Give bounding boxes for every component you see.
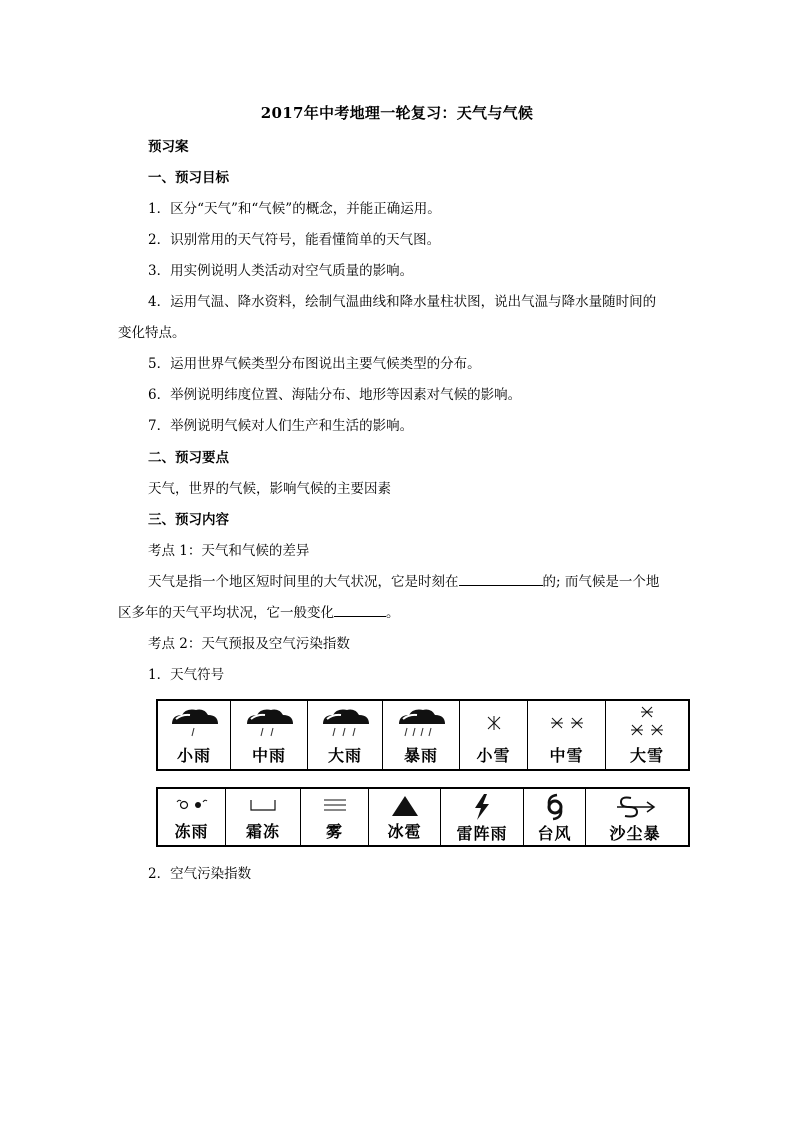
fog-icon: [317, 793, 353, 819]
symbol-cell: [158, 701, 231, 769]
section-preview: 预习案: [148, 139, 189, 155]
goal-item: 3．用实例说明人类活动对空气质量的影响。: [148, 263, 414, 279]
thunderstorm-icon: [464, 793, 500, 821]
symbol-cell: [606, 701, 688, 769]
rainstorm-icon: [391, 705, 451, 741]
goal-item: 1．区分“天气”和“气候”的概念，并能正确运用。: [148, 201, 441, 217]
moderate-rain-icon: [239, 705, 299, 741]
weather-symbols-table-1: [156, 699, 690, 771]
subsection-weather-symbols: 1．天气符号: [148, 667, 225, 683]
fill-blank-1[interactable]: [459, 571, 543, 586]
symbol-label: 中雨: [251, 746, 286, 765]
freezing-rain-icon: [174, 793, 210, 819]
symbol-cell: [383, 701, 460, 769]
symbol-label: 冰雹: [387, 822, 422, 841]
goal-item: 6．举例说明纬度位置、海陆分布、地形等因素对气候的影响。: [148, 387, 522, 403]
paragraph-text: 区多年的天气平均状况，它一般变化: [118, 605, 334, 621]
heavy-rain-icon: [315, 705, 375, 741]
symbol-label: 小雪: [476, 746, 511, 765]
symbol-cell: [524, 789, 586, 845]
symbol-cell: [308, 701, 383, 769]
paragraph-text: 。: [386, 605, 400, 621]
symbol-cell: [528, 701, 606, 769]
frost-icon: [245, 793, 281, 819]
goal-item: 5．运用世界气候类型分布图说出主要气候类型的分布。: [148, 356, 481, 372]
goal-item: 4．运用气温、降水资料，绘制气温曲线和降水量柱状图，说出气温与降水量随时间的: [148, 294, 657, 310]
points-heading: 二、预习要点: [148, 450, 229, 466]
symbol-label: 小雨: [176, 746, 211, 765]
moderate-snow-icon: [547, 705, 587, 741]
symbol-label: 大雪: [629, 746, 664, 765]
symbol-cell: [460, 701, 528, 769]
symbol-label: 暴雨: [403, 746, 438, 765]
symbol-label: 冻雨: [174, 822, 209, 841]
sandstorm-icon: [609, 793, 661, 821]
paragraph-line-1: [148, 570, 659, 590]
symbol-cell: [301, 789, 369, 845]
kaodian-2: 考点 2：天气预报及空气污染指数: [148, 636, 350, 652]
subsection-air-pollution-index: 2．空气污染指数: [148, 866, 252, 882]
symbol-label: 台风: [537, 824, 572, 843]
symbol-label: 中雪: [549, 746, 584, 765]
symbol-cell: [231, 701, 308, 769]
goal-item-continued: 变化特点。: [118, 325, 186, 341]
goal-item: 2．识别常用的天气符号，能看懂简单的天气图。: [148, 232, 441, 248]
fill-blank-2[interactable]: [334, 602, 386, 617]
symbol-cell: [158, 789, 226, 845]
goals-heading: 一、预习目标: [148, 170, 229, 186]
typhoon-icon: [540, 793, 570, 821]
paragraph-line-2: [118, 601, 400, 621]
points-text: 天气，世界的气候，影响气候的主要因素: [148, 481, 391, 497]
hail-icon: [387, 793, 423, 819]
symbol-label: 雷阵雨: [456, 824, 508, 843]
symbol-label: 沙尘暴: [609, 824, 661, 843]
symbol-label: 大雨: [327, 746, 362, 765]
paragraph-text: 天气是指一个地区短时间里的大气状况，它是时刻在: [148, 574, 459, 590]
light-rain-icon: [164, 705, 224, 741]
kaodian-1: 考点 1：天气和气候的差异: [148, 543, 310, 559]
goal-item: 7．举例说明气候对人们生产和生活的影响。: [148, 418, 414, 434]
symbol-cell: [369, 789, 441, 845]
symbol-label: 雾: [325, 822, 343, 841]
paragraph-text: 的; 而气候是一个地: [542, 574, 660, 590]
symbol-cell: [226, 789, 301, 845]
symbol-label: 霜冻: [245, 822, 280, 841]
symbol-cell: [441, 789, 524, 845]
light-snow-icon: [479, 705, 509, 741]
symbol-cell: [586, 789, 684, 845]
weather-symbols-table-2: [156, 787, 690, 847]
heavy-snow-icon: [627, 705, 667, 741]
content-heading: 三、预习内容: [148, 512, 229, 528]
document-title: 2017年中考地理一轮复习：天气与气候: [260, 104, 534, 122]
